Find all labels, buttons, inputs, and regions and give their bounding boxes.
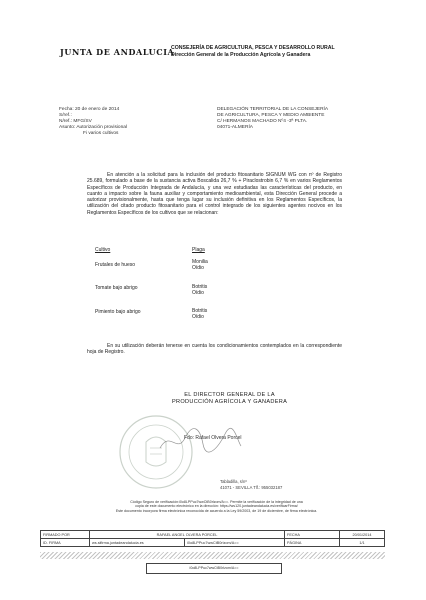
table-row xyxy=(41,539,385,547)
pest-list xyxy=(192,259,208,272)
crop-row-label: Tomate bajo abrigo xyxy=(95,285,138,291)
signature-metadata-table xyxy=(40,530,385,547)
nref-line: N/ref.: MFG/SV xyxy=(59,119,92,125)
body-paragraph-1: En atención a la solicitud para la inclusión del producto fitosanitario SIGNUM WG con nº de Registro 25.689, formulado a base de la sustancia activa Boscalida 26,7 % + Piraclostrobin 6,7 % en varios Reglamentos Específicos de Producción Integrada de Andalucía, y una vez estudiadas las características del producto, en cuanto a impacto sobre la fauna auxiliar y comportamiento medioambiental, esta Dirección General procede a autorizar provisionalmente, hasta que tenga lugar su inclusión definitiva en los Reglamentos Específicos, la utilización del citado producto fitosanitario para el control integrado de los siguientes agentes nocivos en los Reglamentos Específicos de los cultivos que se relacionan: xyxy=(87,172,342,216)
subject-line-2: Fi varios cultivos xyxy=(83,131,119,137)
pest-item: Botritis xyxy=(192,308,208,314)
table-cell: i0o8LPPuc7wwCtB0rlzom/A== xyxy=(185,539,285,547)
verification-footnote xyxy=(84,500,349,513)
sender-address-line: Tabladilla, s/nº xyxy=(220,479,247,484)
signatory-name: Fdo: Rafael Olvera Porcel xyxy=(184,435,242,441)
table-cell: ID. FIRMA xyxy=(41,539,90,547)
signatory-line: PRODUCCIÓN AGRÍCOLA Y GANADERA xyxy=(172,399,288,406)
recipient-address xyxy=(217,107,328,131)
pest-list xyxy=(192,308,207,321)
address-line: DE AGRICULTURA, PESCA Y MEDIO AMBIENTE xyxy=(217,113,325,119)
body-paragraph-2: En su utilización deberán tenerse en cuenta los condicionamientos contemplados en la correspondiente hoja de Registro. xyxy=(87,343,342,356)
signatory-line: EL DIRECTOR GENERAL DE LA xyxy=(184,392,275,398)
table-cell: ws.sifirma.juntadeandalucia.es xyxy=(90,539,185,547)
table-row xyxy=(41,531,385,539)
footnote-line: Este documento incorpora firma electrónica reconocida de acuerdo a la Ley 59/2003, de 19 de diciembre, de firma electrónica. xyxy=(115,508,318,513)
reference-block xyxy=(59,107,127,137)
junta-logo: JUNTA DE ANDALUCIA xyxy=(60,47,175,57)
directorate-line: Dirección General de la Producción Agrícola y Ganadera xyxy=(171,52,311,58)
crop-row-label: Frutales de hueso xyxy=(95,262,136,268)
sref-line: S/ref.: xyxy=(59,113,72,119)
pest-column-header: Plaga xyxy=(192,247,205,253)
address-line: 04071-ALMERÍA xyxy=(217,125,253,131)
table-cell: FIRMADO POR xyxy=(41,531,90,539)
crop-column-header: Cultivo xyxy=(95,247,111,253)
pest-item: Monilia xyxy=(192,259,208,265)
pest-item: Oídio xyxy=(192,314,204,321)
footnote-line: Código Seguro de verificación:i0o8LPPuc7wwCtB0rlzom/A==. Permite la verificación de la integridad de una xyxy=(130,500,303,504)
table-cell: 1/1 xyxy=(340,539,385,547)
pest-item: Oídio xyxy=(192,265,204,272)
address-line: DELEGACIÓN TERRITORIAL DE LA CONSEJERÍA xyxy=(217,107,329,112)
footnote-line: copia de este documento electrónico en la dirección: https://ws120.juntadeandalucia.es/verificarFirma/ xyxy=(135,504,298,509)
sender-address-line: 41071 - SEVILLA Tlf.: 955032187 xyxy=(220,484,283,490)
ministry-line: CONSEJERÍA DE AGRICULTURA, PESCA Y DESARROLLO RURAL xyxy=(171,45,335,51)
hatched-band xyxy=(40,552,385,559)
address-line: C/ HERMANOS MACHADO Nº4 -3ª PLTA. xyxy=(217,119,308,125)
table-cell: RAFAEL ANGEL OLVERA PORCEL xyxy=(90,531,285,539)
date-line: Fecha: 20 de enero de 2014 xyxy=(59,107,120,112)
ministry-heading xyxy=(171,45,335,59)
pest-list xyxy=(192,284,207,297)
table-cell: PÁGINA xyxy=(285,539,340,547)
table-cell: 20/01/2014 xyxy=(340,531,385,539)
signatory-title xyxy=(172,392,287,407)
table-cell: FECHA xyxy=(285,531,340,539)
pest-item: Oídio xyxy=(192,290,204,297)
crop-row-label: Pimiento bajo abrigo xyxy=(95,309,141,315)
subject-line: Asunto: Autorización provisional xyxy=(59,125,127,131)
sender-address xyxy=(220,479,282,490)
verification-code-box: i0o8LPPuc7wwCtB0rlzom/A== xyxy=(146,563,282,574)
pest-item: Botritis xyxy=(192,284,208,290)
